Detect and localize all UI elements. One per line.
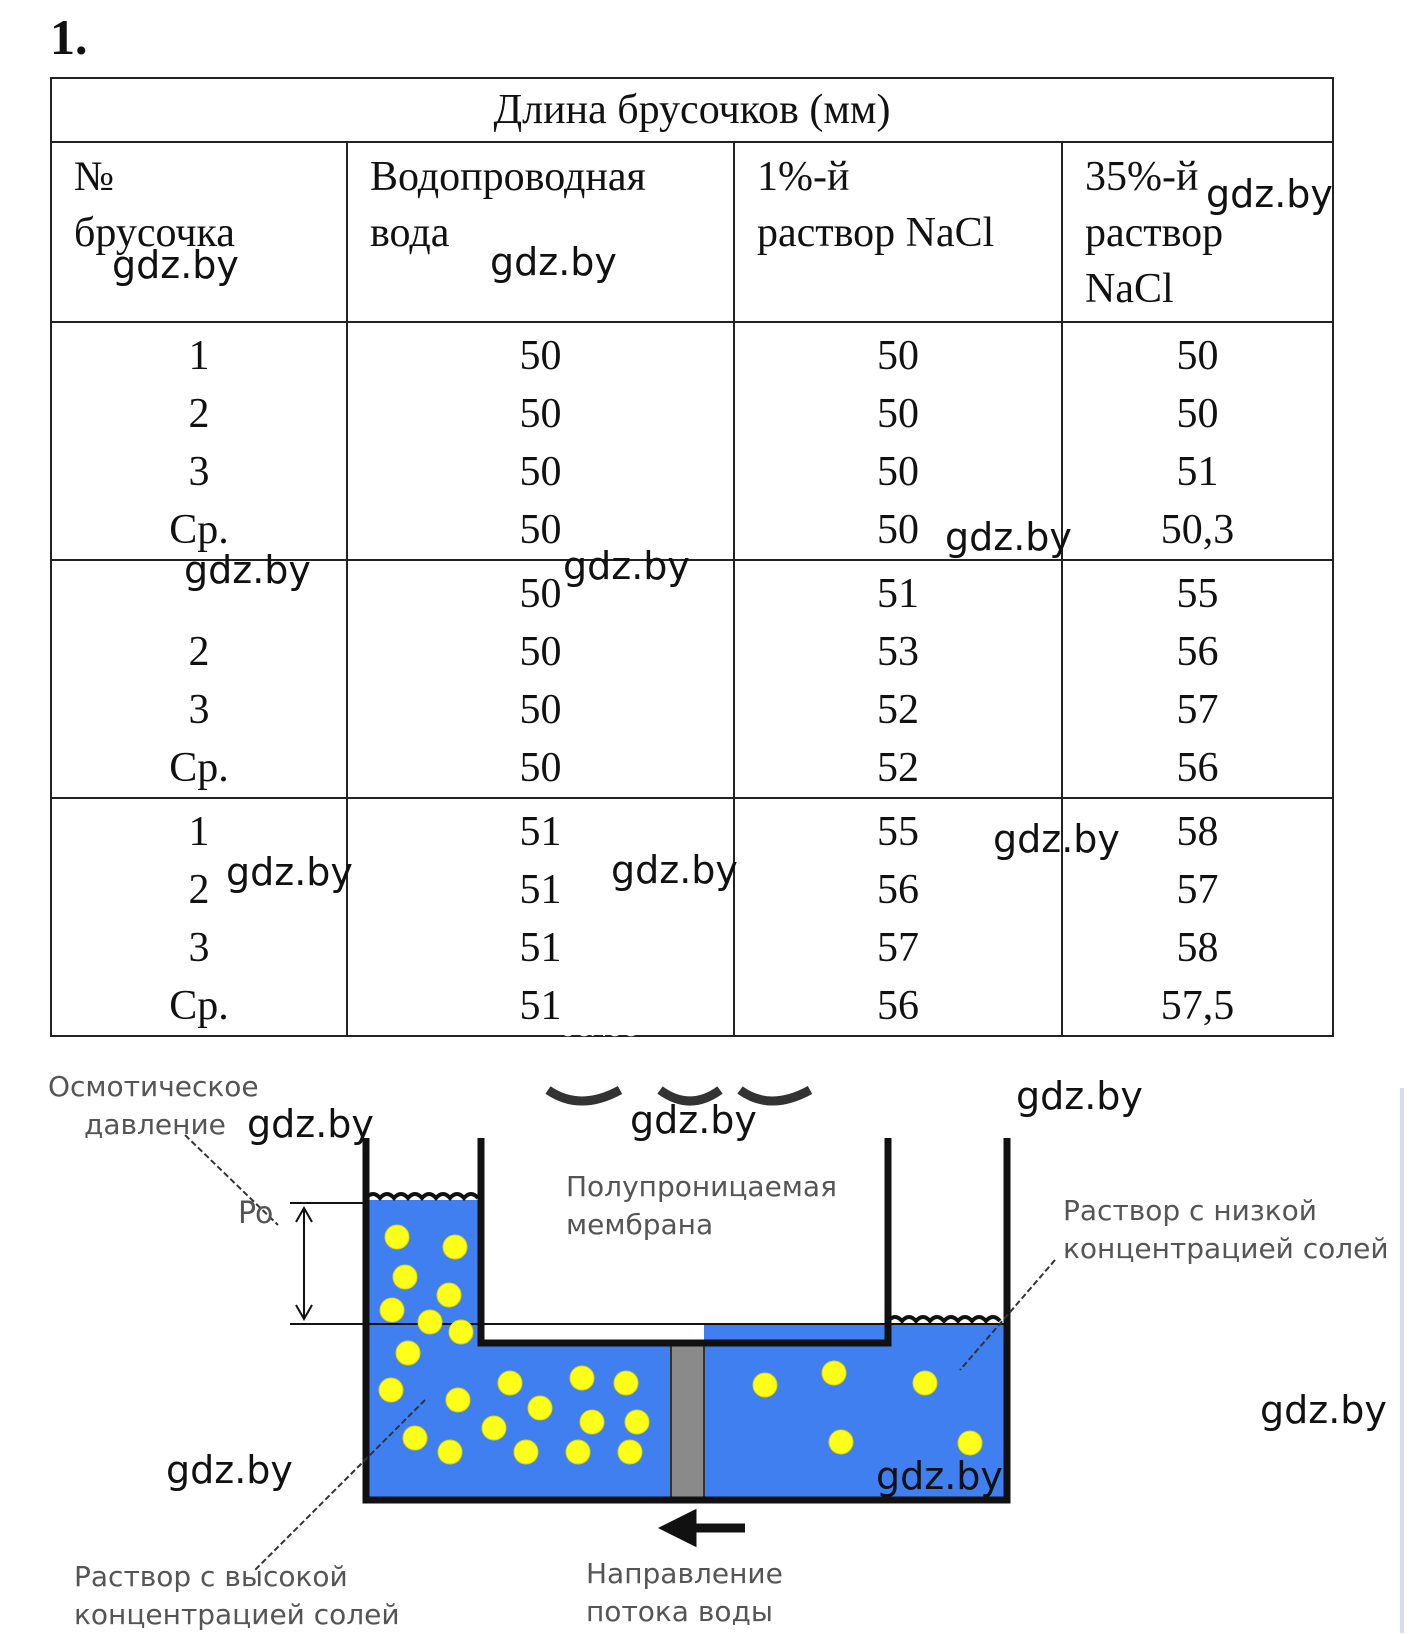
watermark: gdz.by bbox=[1260, 1388, 1387, 1432]
watermark: gdz.by bbox=[226, 850, 353, 894]
membrane-label: Полупроницаемая мембрана bbox=[566, 1170, 837, 1241]
bar-numbers: 2 3 Ср. bbox=[51, 560, 347, 798]
osmosis-diagram bbox=[0, 1017, 1427, 1633]
task-number: 1. bbox=[50, 9, 88, 65]
watermark: gdz.by bbox=[1016, 1074, 1143, 1118]
table-title: Длина брусочков (мм) bbox=[51, 78, 1333, 142]
watermark: gdz.by bbox=[490, 240, 617, 284]
watermark: gdz.by bbox=[945, 515, 1072, 559]
osmotic-pressure-label: Осмотическое давление bbox=[48, 1070, 259, 1141]
table-row-group-2 bbox=[51, 560, 1333, 798]
header-tap-water: Водопроводная вода bbox=[347, 142, 734, 322]
tap-water-values: 51 51 51 51 bbox=[347, 798, 734, 1036]
flow-direction-label: Направление потока воды bbox=[586, 1557, 783, 1628]
watermark: gdz.by bbox=[247, 1102, 374, 1146]
watermark: gdz.by bbox=[563, 544, 690, 588]
high-concentration-label: Раствор с высокой концентрацией солей bbox=[74, 1560, 400, 1631]
table-row-group-1 bbox=[51, 322, 1333, 560]
low-concentration-label: Раствор с низкой концентрацией солей bbox=[1063, 1194, 1389, 1265]
tap-water-values: 50 50 50 50 bbox=[347, 322, 734, 560]
po-label: Po bbox=[238, 1196, 274, 1231]
watermark: gdz.by bbox=[993, 817, 1120, 861]
watermark: gdz.by bbox=[112, 243, 239, 287]
table-row-group-3 bbox=[51, 798, 1333, 1036]
header-bar-number: № брусочка bbox=[51, 142, 347, 322]
watermark: gdz.by bbox=[1206, 172, 1333, 216]
watermark: gdz.by bbox=[166, 1448, 293, 1492]
header-nacl-35: 35%-й раствор NaCl bbox=[1062, 142, 1333, 322]
diagram-title: ОСМОС bbox=[560, 1017, 637, 1041]
bar-numbers: 1 2 3 Ср. bbox=[51, 322, 347, 560]
nacl-1-values: 51 53 52 52 bbox=[734, 560, 1062, 798]
watermark: gdz.by bbox=[184, 548, 311, 592]
bar-numbers: 1 2 3 Ср. bbox=[51, 798, 347, 1036]
tap-water-values: 50 50 50 50 bbox=[347, 560, 734, 798]
nacl-35-values: 58 57 58 57,5 bbox=[1062, 798, 1333, 1036]
semipermeable-membrane bbox=[671, 1343, 704, 1500]
header-nacl-1: 1%-й раствор NaCl bbox=[734, 142, 1062, 322]
nacl-35-values: 55 56 57 56 bbox=[1062, 560, 1333, 798]
watermark: gdz.by bbox=[611, 848, 738, 892]
nacl-1-values: 55 56 57 56 bbox=[734, 798, 1062, 1036]
nacl-1-values: 50 50 50 50 bbox=[734, 322, 1062, 560]
watermark: gdz.by bbox=[876, 1454, 1003, 1498]
nacl-35-values: 50 50 51 50,3 bbox=[1062, 322, 1333, 560]
watermark: gdz.by bbox=[630, 1098, 757, 1142]
